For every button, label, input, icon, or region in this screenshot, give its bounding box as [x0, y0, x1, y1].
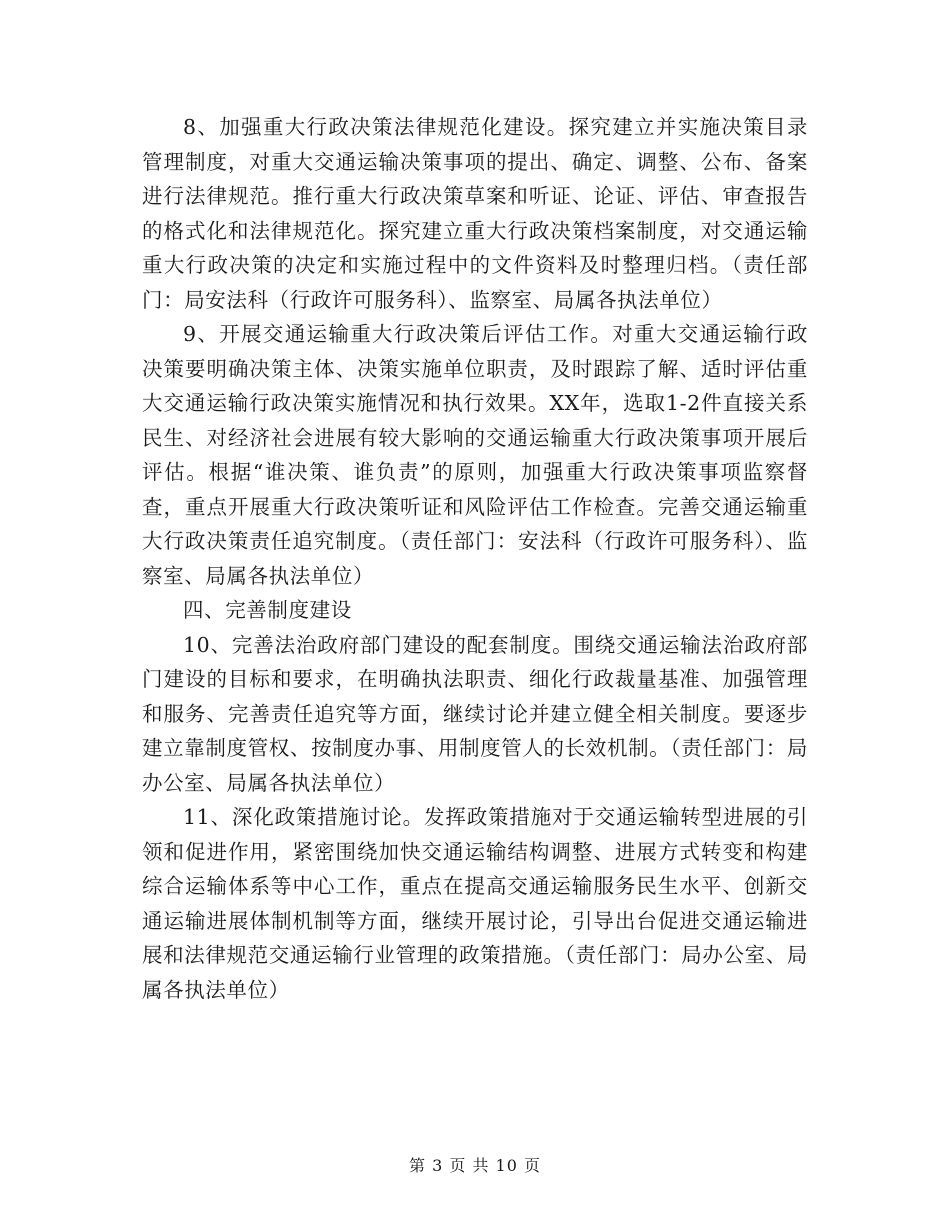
paragraph-item-10: 10、完善法治政府部门建设的配套制度。围绕交通运输法治政府部门建设的目标和要求，在明确执法职责、细化行政裁量基准、加强管理和服务、完善责任追究等方面，继续讨论并建立健全相关制度。要逐步建立靠制度管权、按制度办事、用制度管人的长效机制。（责任部门：局办公室、局属各执法单位）: [142, 632, 808, 795]
paragraph-item-8: 8、加强重大行政决策法律规范化建设。探究建立并实施决策目录管理制度，对重大交通运输决策事项的提出、确定、调整、公布、备案进行法律规范。推行重大行政决策草案和听证、论证、评估、审查报告的格式化和法律规范化。探究建立重大行政决策档案制度，对交通运输重大行政决策的决定和实施过程中的文件资料及时整理归档。（责任部门：局安法科（行政许可服务科）、监察室、局属各执法单位）: [142, 115, 808, 312]
document-body: [142, 110, 808, 1007]
paragraph-item-11: 11、深化政策措施讨论。发挥政策措施对于交通运输转型进展的引领和促进作用，紧密围绕加快交通运输结构调整、进展方式转变和构建综合运输体系等中心工作，重点在提高交通运输服务民生水平、创新交通运输进展体制机制等方面，继续开展讨论，引导出台促进交通运输进展和法律规范交通运输行业管理的政策措施。（责任部门：局办公室、局属各执法单位）: [142, 805, 808, 1002]
page-number-footer: 第 3 页 共 10 页: [409, 1156, 541, 1175]
paragraph-item-9: 9、开展交通运输重大行政决策后评估工作。对重大交通运输行政决策要明确决策主体、决策实施单位职责，及时跟踪了解、适时评估重大交通运输行政决策实施情况和执行效果。XX年，选取1-2件直接关系民生、对经济社会进展有较大影响的交通运输重大行政决策事项开展后评估。根据“谁决策、谁负责”的原则，加强重大行政决策事项监察督查，重点开展重大行政决策听证和风险评估工作检查。完善交通运输重大行政决策责任追究制度。（责任部门：安法科（行政许可服务科）、监察室、局属各执法单位）: [142, 322, 808, 588]
section-heading: 四、完善制度建设: [183, 598, 352, 622]
